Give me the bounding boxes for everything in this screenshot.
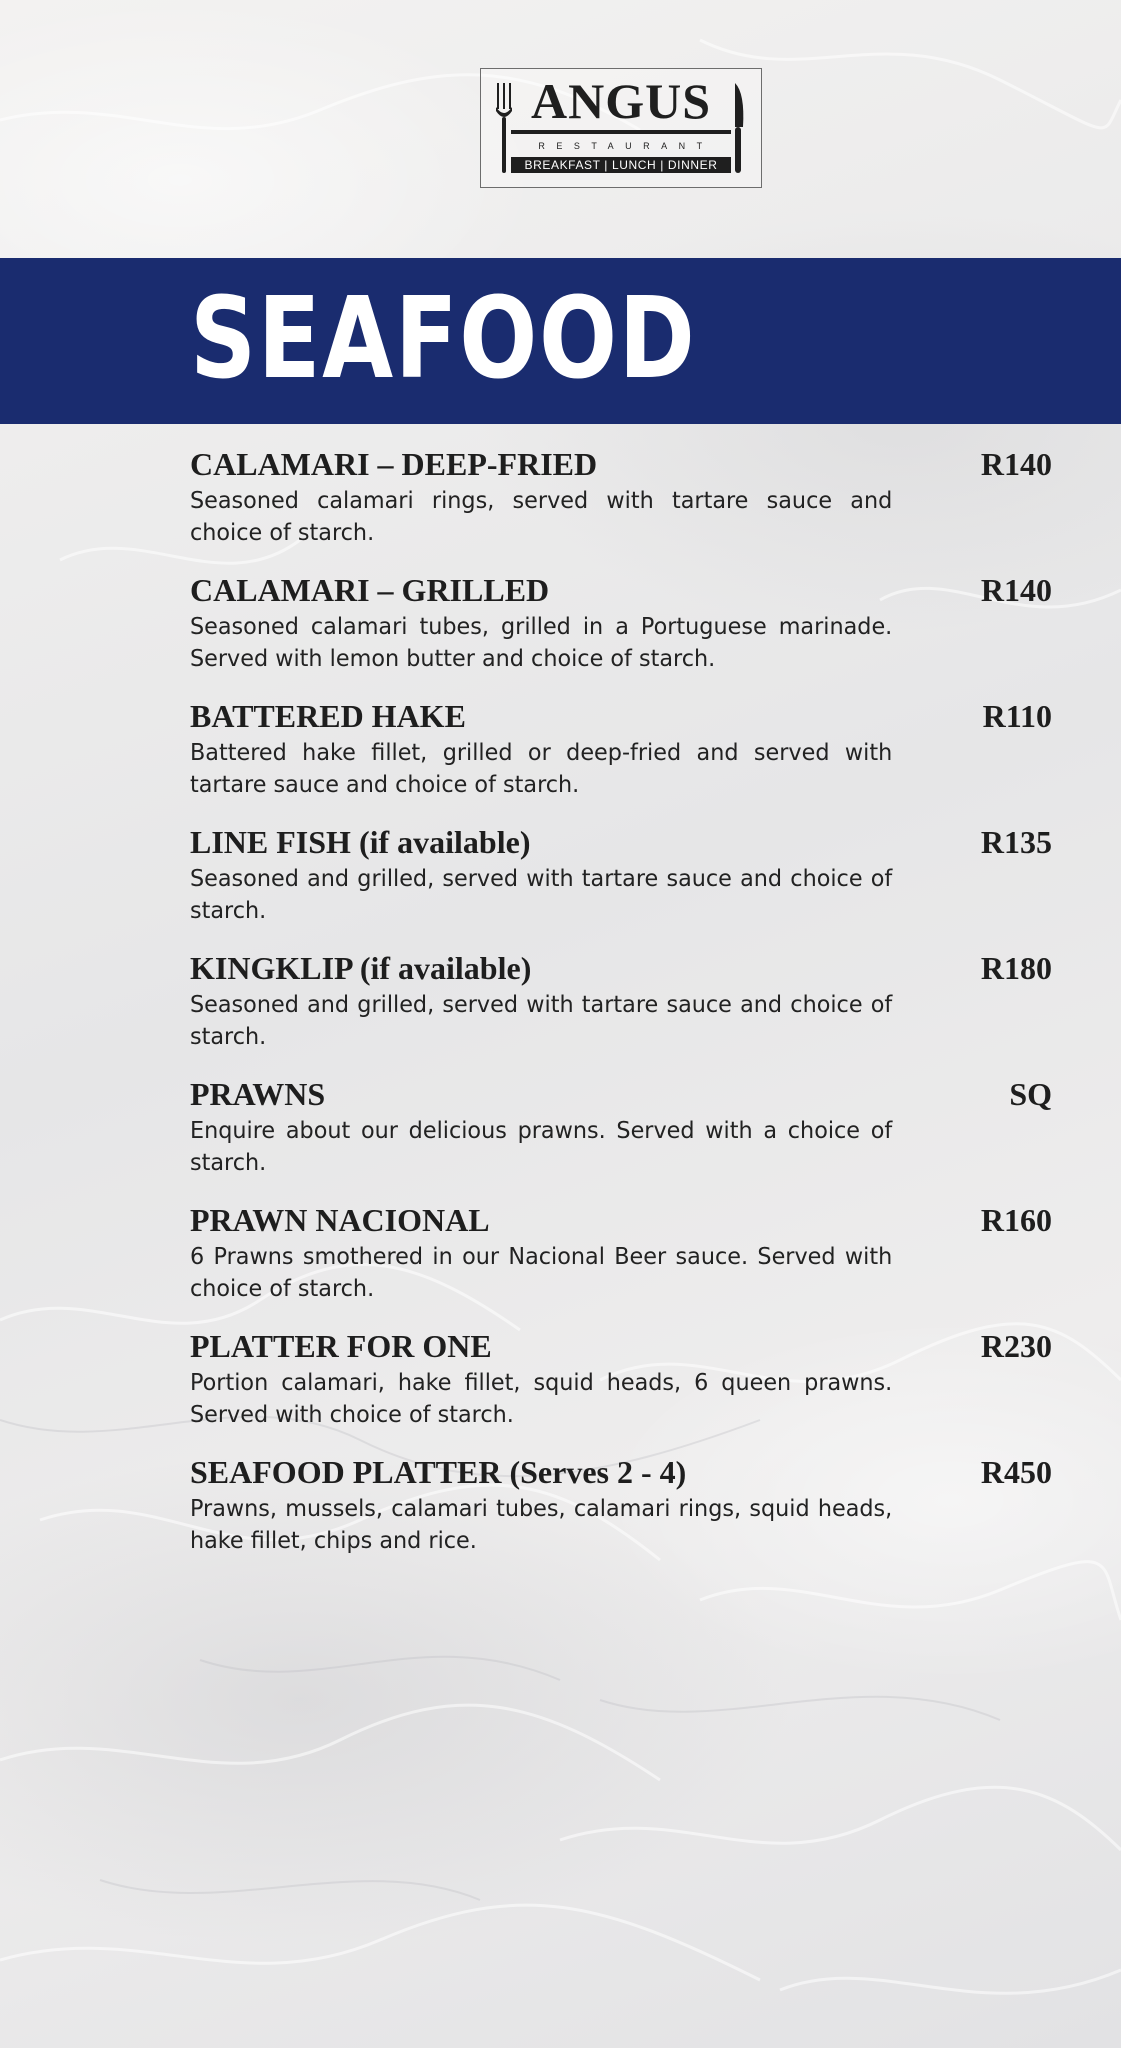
menu-item-price: R180: [980, 950, 1052, 986]
menu-item-price: R135: [980, 824, 1052, 860]
menu-item-name: PRAWNS: [190, 1076, 326, 1112]
menu-item: [190, 693, 1052, 819]
menu-item-name: LINE FISH (if available): [190, 824, 531, 860]
menu-item-description: Seasoned calamari tubes, grilled in a Portuguese marinade. Served with lemon butter and choice of starch.: [190, 614, 893, 672]
menu-item-price: R230: [980, 1328, 1052, 1364]
menu-item-price: R140: [980, 572, 1052, 608]
menu-item-description: Enquire about our delicious prawns. Served with a choice of starch.: [190, 1118, 893, 1176]
menu-item: [190, 567, 1052, 693]
menu-item-description: Seasoned and grilled, served with tartare sauce and choice of starch.: [190, 866, 893, 924]
menu-item: [190, 819, 1052, 945]
menu-item-name: CALAMARI – GRILLED: [190, 572, 550, 608]
menu-item: [190, 441, 1052, 567]
logo-brand-name: ANGUS: [530, 73, 712, 129]
menu-item-description: Seasoned and grilled, served with tartare sauce and choice of starch.: [190, 992, 893, 1050]
menu-item-price: R450: [980, 1454, 1052, 1490]
menu-item-description: 6 Prawns smothered in our Nacional Beer sauce. Served with choice of starch.: [190, 1244, 893, 1302]
menu-item-name: CALAMARI – DEEP-FRIED: [190, 446, 598, 482]
menu-item: [190, 1323, 1052, 1449]
section-banner: [0, 258, 1121, 424]
menu-item-name: PLATTER FOR ONE: [190, 1328, 492, 1364]
menu-item-description: Battered hake fillet, grilled or deep-fried and served with tartare sauce and choice of starch.: [190, 740, 893, 798]
menu-item-description: Seasoned calamari rings, served with tartare sauce and choice of starch.: [190, 488, 893, 546]
section-title: SEAFOOD: [190, 274, 697, 404]
menu-item-price: R140: [980, 446, 1052, 482]
menu-item-name: SEAFOOD PLATTER (Serves 2 - 4): [190, 1454, 687, 1490]
logo-rule: [511, 130, 731, 134]
menu-item-price: R110: [982, 698, 1052, 734]
menu-item-price: SQ: [1009, 1076, 1052, 1112]
menu-item: [190, 1071, 1052, 1197]
menu-item-description: Portion calamari, hake fillet, squid heads, 6 queen prawns. Served with choice of starch.: [190, 1370, 893, 1428]
menu-item-name: BATTERED HAKE: [190, 698, 466, 734]
menu-item: [190, 1449, 1052, 1575]
restaurant-logo: [480, 68, 762, 188]
logo-subtitle: RESTAURANT: [538, 141, 714, 151]
menu-item: [190, 1197, 1052, 1323]
menu-item-description: Prawns, mussels, calamari tubes, calamari rings, squid heads, hake fillet, chips and rice.: [190, 1496, 893, 1554]
logo-strapline: BREAKFAST | LUNCH | DINNER: [511, 157, 731, 173]
menu-list: [190, 441, 1052, 1575]
menu-item-price: R160: [980, 1202, 1052, 1238]
menu-item: [190, 945, 1052, 1071]
menu-item-name: PRAWN NACIONAL: [190, 1202, 490, 1238]
menu-item-name: KINGKLIP (if available): [190, 950, 532, 986]
